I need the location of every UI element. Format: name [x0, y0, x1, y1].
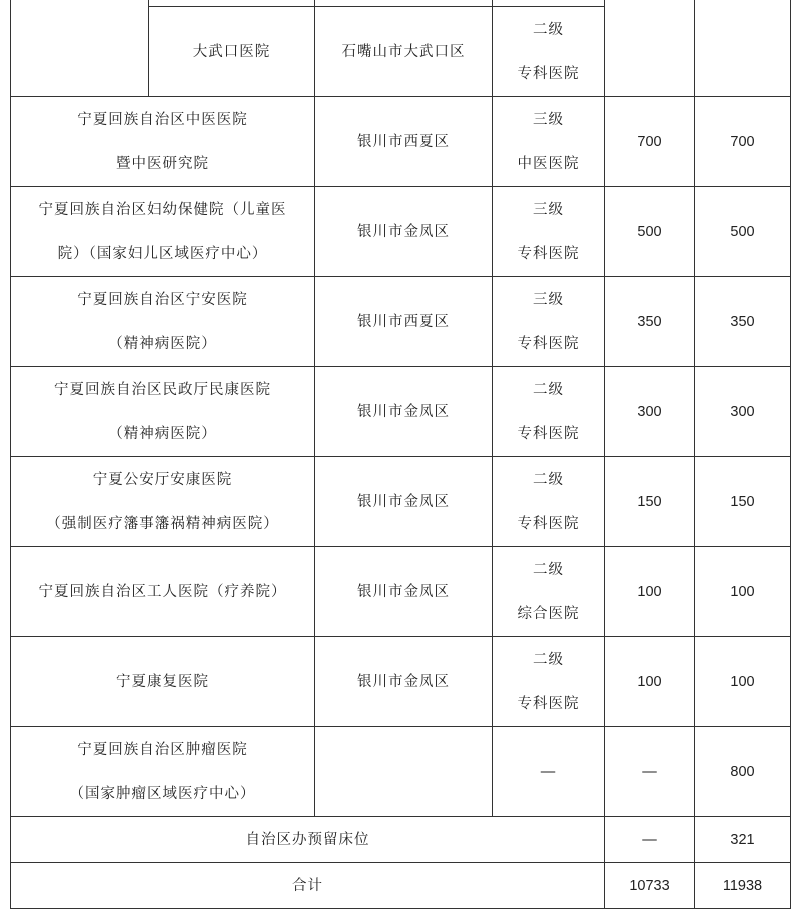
beds-col4-cell: 100 — [605, 547, 695, 637]
hospital-name-cell: 宁夏回族自治区工人医院（疗养院） — [11, 547, 315, 637]
level-cell: 二级 专科医院 — [493, 637, 605, 727]
table-row — [11, 727, 791, 817]
level-cell: 二级 综合医院 — [493, 547, 605, 637]
location-cell: 银川市金凤区 — [315, 457, 493, 547]
beds-col5-cell: 150 — [695, 457, 791, 547]
table-row — [11, 277, 791, 367]
location-cell: 银川市金凤区 — [315, 637, 493, 727]
beds-col5-cell: 100 — [695, 547, 791, 637]
hospital-name-cell: 大武口医院 — [149, 7, 315, 97]
location-cell: 银川市金凤区 — [315, 547, 493, 637]
table-cell-blank — [695, 0, 791, 97]
location-cell: 银川市金凤区 — [315, 367, 493, 457]
location-cell: 银川市西夏区 — [315, 97, 493, 187]
total-col5-cell: 11938 — [695, 863, 791, 909]
beds-col5-cell: 500 — [695, 187, 791, 277]
hospital-name-cell: 宁夏回族自治区妇幼保健院（儿童医 院）（国家妇儿区域医疗中心） — [11, 187, 315, 277]
hospital-name-cell: 宁夏康复医院 — [11, 637, 315, 727]
beds-col4-cell: — — [605, 817, 695, 863]
location-cell: 银川市西夏区 — [315, 277, 493, 367]
location-cell: 银川市金凤区 — [315, 187, 493, 277]
level-cell: 二级 专科医院 — [493, 7, 605, 97]
beds-col4-cell: 300 — [605, 367, 695, 457]
table-row — [11, 97, 791, 187]
level-cell: 三级 专科医院 — [493, 277, 605, 367]
level-cell: — — [493, 727, 605, 817]
beds-col4-cell: 350 — [605, 277, 695, 367]
table-row — [11, 637, 791, 727]
hospital-name-cell: 宁夏回族自治区中医医院 暨中医研究院 — [11, 97, 315, 187]
hospital-bed-table — [10, 0, 791, 909]
beds-col5-cell: 700 — [695, 97, 791, 187]
table-cell-blank — [605, 0, 695, 97]
beds-col5-cell: 300 — [695, 367, 791, 457]
hospital-name-cell: 宁夏回族自治区肿瘤医院 （国家肿瘤区域医疗中心） — [11, 727, 315, 817]
location-cell: 石嘴山市大武口区 — [315, 7, 493, 97]
table-row — [11, 547, 791, 637]
location-cell — [315, 727, 493, 817]
reserved-label-cell: 自治区办预留床位 — [11, 817, 605, 863]
beds-col4-cell: 500 — [605, 187, 695, 277]
hospital-name-cell: 宁夏公安厅安康医院 （强制医疗籓事籓祸精神病医院） — [11, 457, 315, 547]
beds-col5-cell: 321 — [695, 817, 791, 863]
level-cell: 二级 专科医院 — [493, 457, 605, 547]
level-cell: 二级 专科医院 — [493, 367, 605, 457]
beds-col5-cell: 350 — [695, 277, 791, 367]
table-cell-blank — [11, 0, 149, 97]
beds-col4-cell: 700 — [605, 97, 695, 187]
table-row — [11, 457, 791, 547]
beds-col4-cell: 150 — [605, 457, 695, 547]
hospital-name-cell: 宁夏回族自治区民政厅民康医院 （精神病医院） — [11, 367, 315, 457]
table-row — [11, 817, 791, 863]
total-col4-cell: 10733 — [605, 863, 695, 909]
beds-col5-cell: 100 — [695, 637, 791, 727]
level-cell: 三级 专科医院 — [493, 187, 605, 277]
beds-col5-cell: 800 — [695, 727, 791, 817]
hospital-name-cell: 宁夏回族自治区宁安医院 （精神病医院） — [11, 277, 315, 367]
table-row — [11, 863, 791, 909]
table-row — [11, 367, 791, 457]
beds-col4-cell: 100 — [605, 637, 695, 727]
beds-col4-cell: — — [605, 727, 695, 817]
total-label-cell: 合计 — [11, 863, 605, 909]
table-row — [11, 187, 791, 277]
level-cell: 三级 中医医院 — [493, 97, 605, 187]
